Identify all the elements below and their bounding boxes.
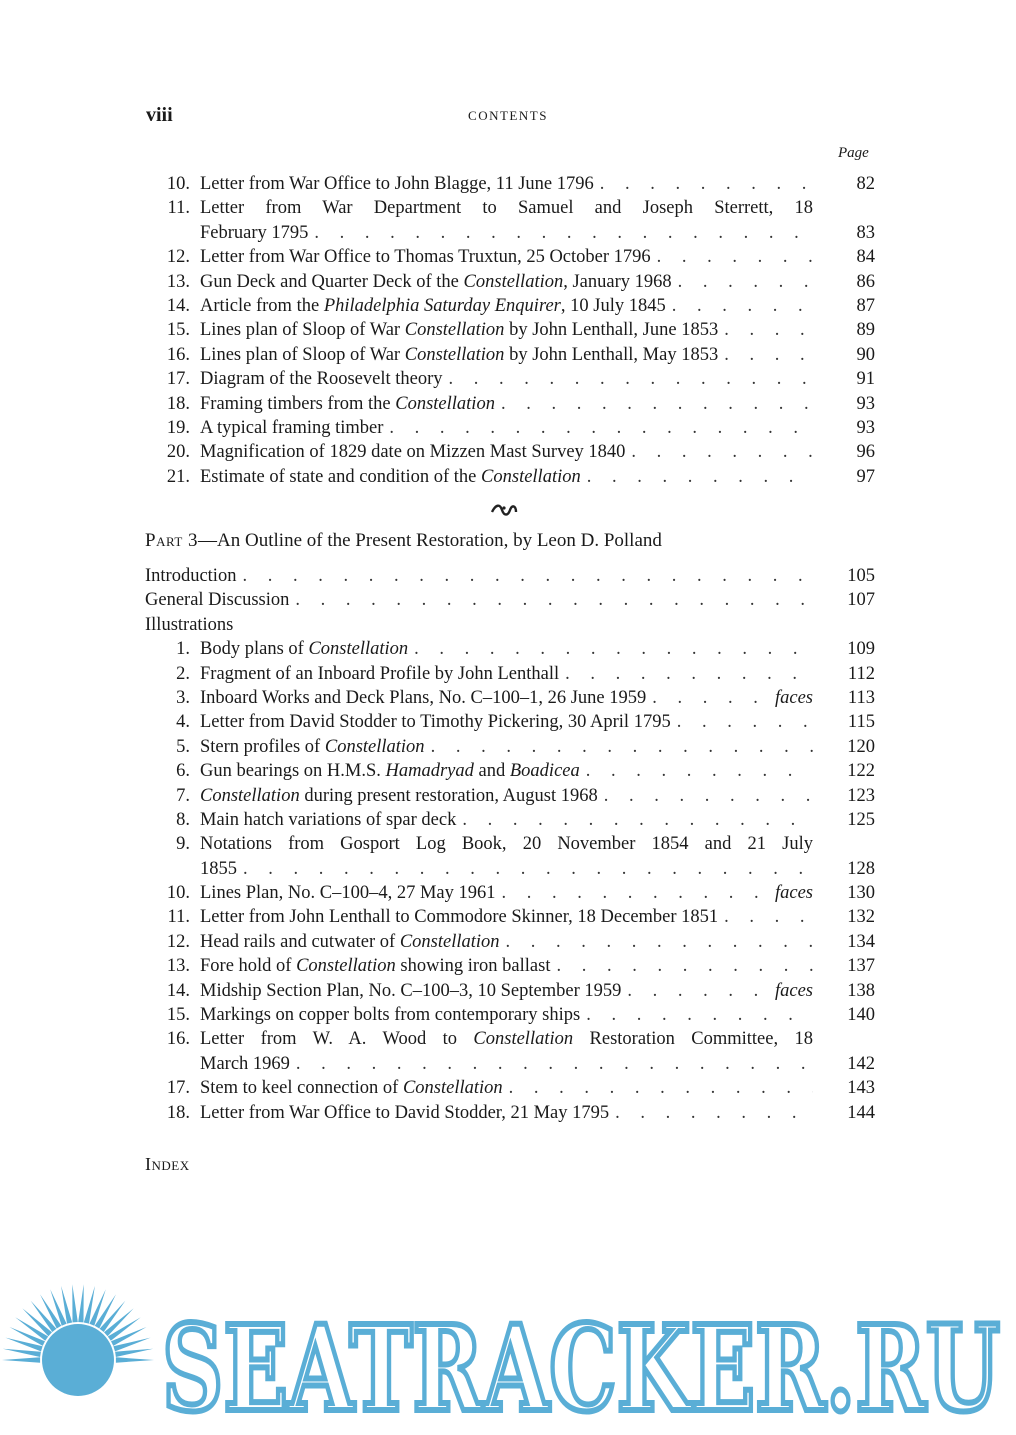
toc-page: 90 [856, 344, 875, 365]
toc-entry[interactable]: 10. Letter from War Office to John Blagge, 11 June 1796 . . . 82 [145, 172, 875, 196]
running-head: CONTENTS [468, 108, 548, 123]
toc-page: 138 [847, 980, 875, 1001]
part3-heading: Part 3—An Outline of the Present Restoration, by Leon D. Polland [145, 530, 662, 551]
toc-page: 144 [847, 1102, 875, 1123]
toc-entry[interactable]: 17. Diagram of the Roosevelt theory . . . 91 [145, 367, 875, 391]
toc-entry[interactable]: 11. Letter from John Lenthall to Commodore Skinner, 18 December 1851 . . . 132 [145, 905, 875, 929]
toc-page: 96 [856, 442, 875, 463]
sun-ray [116, 1357, 154, 1362]
sun-ray [50, 1289, 66, 1325]
toc-entry[interactable]: 3. Inboard Works and Deck Plans, No. C–100–1, 26 June 1959 . . . faces 113 [145, 686, 875, 710]
toc-page: 87 [856, 295, 875, 316]
toc-page: 91 [856, 369, 875, 390]
toc-page: 93 [856, 393, 875, 414]
toc-page: 112 [847, 663, 875, 684]
toc-entry-introduction[interactable]: Introduction . . . 105 [145, 564, 875, 588]
page-number: viii [146, 104, 173, 126]
toc-entry[interactable]: 15. Lines plan of Sloop of War Constellation by John Lenthall, June 1853 . . . 89 [145, 318, 875, 342]
toc-page: 123 [847, 785, 875, 806]
toc-entry-line1[interactable]: 9. Notations from Gosport Log Book, 20 November 1854 and 21 July [176, 834, 813, 855]
toc-page: 122 [847, 761, 875, 782]
toc-page: 107 [847, 590, 875, 611]
toc-entry[interactable]: 21. Estimate of state and condition of the Constellation . . . 97 [145, 465, 875, 489]
toc-entry[interactable]: 12. Letter from War Office to Thomas Truxtun, 25 October 1796 . . . 84 [145, 245, 875, 269]
toc-entry-line1[interactable]: 16. Letter from W. A. Wood to Constellation Restoration Committee, 18 [166, 1029, 813, 1050]
toc-entry[interactable]: 20. Magnification of 1829 date on Mizzen Mast Survey 1840 . . . 96 [145, 440, 875, 464]
toc-entry[interactable]: 2. Fragment of an Inboard Profile by John Lenthall . . . 112 [145, 662, 875, 686]
toc-page: 115 [847, 712, 875, 733]
toc-entry-line1[interactable]: 11. Letter from War Department to Samuel and Joseph Sterrett, 18 [167, 198, 813, 219]
toc-entry-general-discussion[interactable]: General Discussion . . . 107 [145, 588, 875, 612]
sun-ray [72, 1284, 78, 1322]
toc-entry[interactable]: 14. Midship Section Plan, No. C–100–3, 10 September 1959 . . . faces 138 [145, 979, 875, 1003]
toc-entry-line2[interactable]: March 1969 . . . 142 [145, 1052, 875, 1076]
index-heading[interactable]: Index [145, 1154, 190, 1174]
toc-entry[interactable]: 8. Main hatch variations of spar deck . . . 125 [145, 808, 875, 832]
toc-entry[interactable]: 13. Fore hold of Constellation showing iron ballast . . . 137 [145, 954, 875, 978]
watermark-text: SEATRACKER.RU [162, 1299, 1000, 1435]
toc-entry[interactable]: 4. Letter from David Stodder to Timothy Pickering, 30 April 1795 . . . 115 [145, 710, 875, 734]
toc-entry[interactable]: 13. Gun Deck and Quarter Deck of the Constellation, January 1968 . . . 86 [145, 270, 875, 294]
ornament-icon [490, 502, 518, 518]
toc-page: 128 [847, 858, 875, 879]
sun-ray [115, 1349, 153, 1357]
sun-ray [3, 1349, 41, 1357]
toc-page: 84 [856, 247, 875, 268]
toc-page: 113 [847, 687, 875, 708]
toc-entry[interactable]: 18. Letter from War Office to David Stodder, 21 May 1795 . . . 144 [145, 1101, 875, 1125]
toc-page: 120 [847, 736, 875, 757]
sun-icon [2, 1284, 154, 1396]
svg-text:SEATRACKER.RU: SEATRACKER.RU [162, 1299, 1000, 1435]
toc-page: 82 [856, 174, 875, 194]
illustrations-heading: Illustrations [145, 614, 234, 635]
sun-ray [89, 1289, 105, 1325]
toc-page: 142 [847, 1053, 875, 1074]
toc-entry[interactable]: 18. Framing timbers from the Constellation . . . 93 [145, 392, 875, 416]
page-column-label: Page [838, 145, 869, 161]
toc-entry[interactable]: 17. Stem to keel connection of Constellation . . . 143 [145, 1076, 875, 1100]
toc-entry[interactable]: 7. Constellation during present restoration, August 1968 . . . 123 [145, 784, 875, 808]
toc-entry[interactable]: 5. Stern profiles of Constellation . . . 120 [145, 735, 875, 759]
watermark-logo [0, 1280, 1016, 1435]
part3-list [145, 564, 875, 1125]
toc-entry[interactable]: 15. Markings on copper bolts from contemporary ships . . . 140 [145, 1003, 875, 1027]
toc-page: 109 [847, 639, 875, 660]
sun-ray [2, 1357, 40, 1362]
toc-page: 105 [847, 566, 875, 586]
toc-entry[interactable]: 14. Article from the Philadelphia Saturday Enquirer, 10 July 1845 . . . 87 [145, 294, 875, 318]
toc-page: 134 [847, 931, 875, 952]
toc-page: 140 [847, 1005, 875, 1026]
toc-entry[interactable]: 12. Head rails and cutwater of Constellation . . . 134 [145, 930, 875, 954]
toc-entry[interactable]: 19. A typical framing timber . . . 93 [145, 416, 875, 440]
toc-page: 137 [847, 956, 875, 977]
toc-page: 93 [856, 417, 875, 438]
toc-entry-line2[interactable]: 1855 . . . 128 [145, 857, 875, 881]
toc-entry-line2[interactable]: February 1795 . . . 83 [145, 221, 875, 245]
toc-page: 132 [847, 907, 875, 928]
toc-page: 130 [847, 883, 875, 904]
toc-page: 143 [847, 1078, 875, 1099]
toc-entry[interactable]: 6. Gun bearings on H.M.S. Hamadryad and Boadicea . . . 122 [145, 759, 875, 783]
toc-page: 125 [847, 809, 875, 830]
sun-ray [78, 1284, 84, 1322]
toc-page: 97 [856, 466, 875, 487]
part2-illustrations-list [145, 172, 875, 489]
toc-entry[interactable]: 10. Lines Plan, No. C–100–4, 27 May 1961 . . . faces 130 [145, 881, 875, 905]
toc-entry[interactable]: 1. Body plans of Constellation . . . 109 [145, 637, 875, 661]
toc-page: 89 [856, 320, 875, 341]
toc-entry[interactable]: 16. Lines plan of Sloop of War Constellation by John Lenthall, May 1853 . . . 90 [145, 343, 875, 367]
toc-page: 86 [856, 271, 875, 292]
toc-page: 83 [856, 222, 875, 243]
